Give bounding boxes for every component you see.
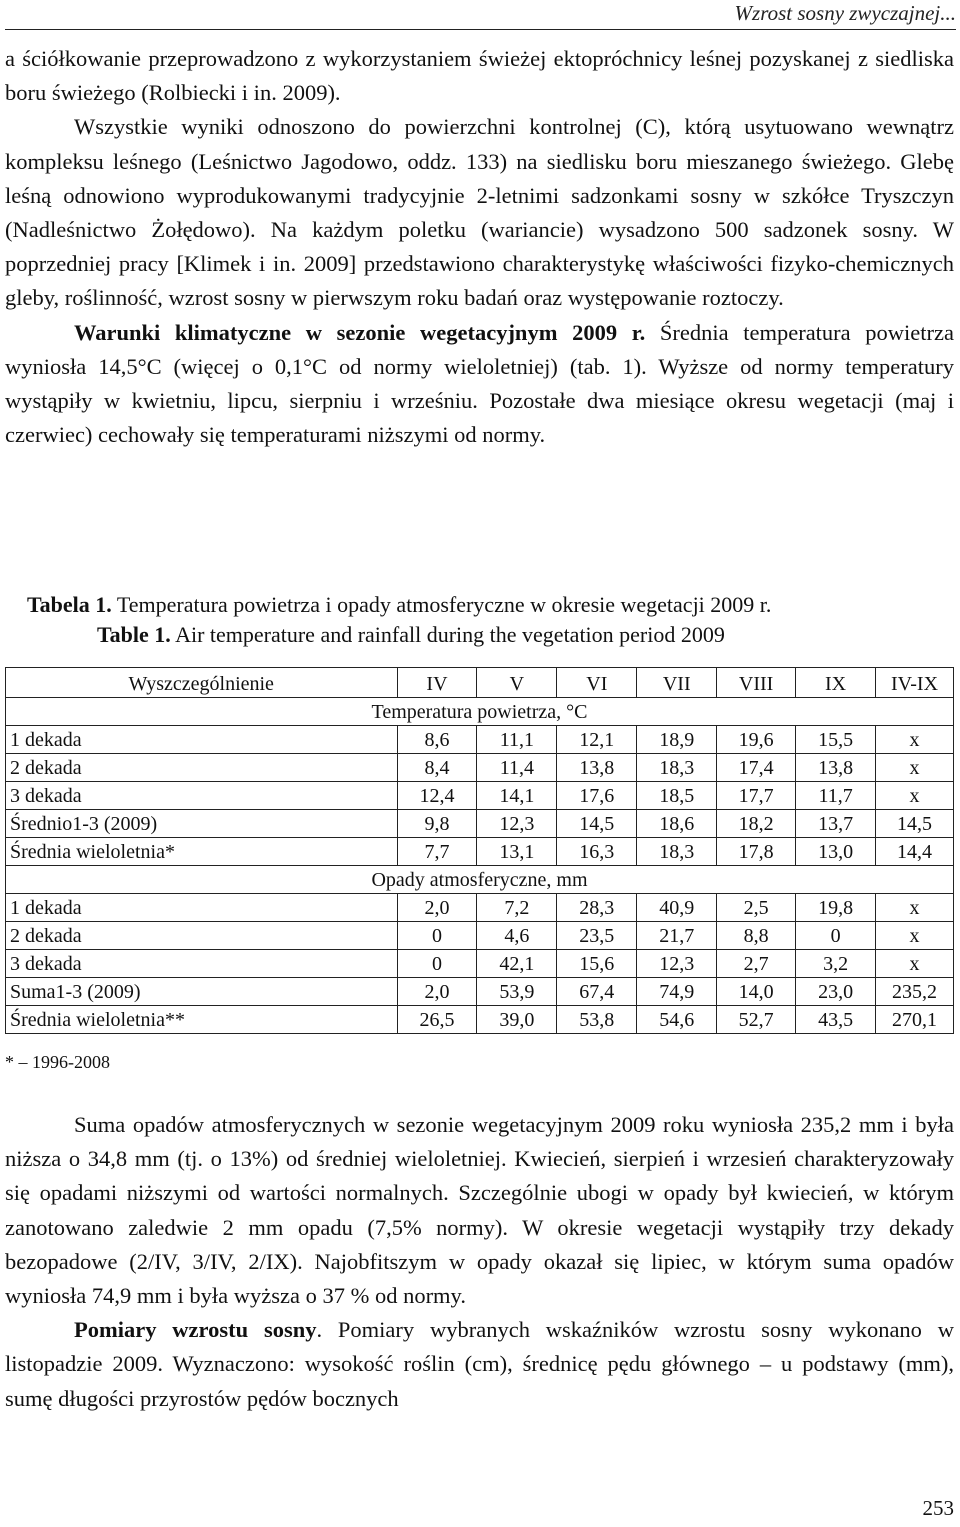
table-section-row xyxy=(6,698,954,726)
row-label: 2 dekada xyxy=(6,754,398,782)
table-cell: 2,7 xyxy=(717,950,796,978)
table-row xyxy=(6,754,954,782)
table-cell: 39,0 xyxy=(477,1006,557,1034)
table-cell: 12,1 xyxy=(557,726,637,754)
table-cell: 2,0 xyxy=(397,894,477,922)
table-cell: 74,9 xyxy=(637,978,717,1006)
table-cell: 43,5 xyxy=(796,1006,876,1034)
table-cell: 52,7 xyxy=(717,1006,796,1034)
row-label: 3 dekada xyxy=(6,950,398,978)
table-cell: 7,7 xyxy=(397,838,477,866)
table-cell: 0 xyxy=(796,922,876,950)
table-row xyxy=(6,950,954,978)
table-cell: 12,4 xyxy=(397,782,477,810)
table-cell: 270,1 xyxy=(876,1006,954,1034)
table-header-month: VII xyxy=(637,668,717,698)
table-cell: 19,8 xyxy=(796,894,876,922)
table-header-row xyxy=(6,668,954,698)
table-cell: 54,6 xyxy=(637,1006,717,1034)
table-cell: 21,7 xyxy=(637,922,717,950)
table-cell: 0 xyxy=(397,922,477,950)
running-head: Wzrost sosny zwyczajnej... xyxy=(734,1,956,25)
table-cell: 8,6 xyxy=(397,726,477,754)
table-header-month: VI xyxy=(557,668,637,698)
table-cell: 4,6 xyxy=(477,922,557,950)
table-cell: 17,4 xyxy=(717,754,796,782)
row-label: 1 dekada xyxy=(6,726,398,754)
table-cell: 11,1 xyxy=(477,726,557,754)
paragraph-continuation: a ściółkowanie przeprowadzono z wykorzystaniem świeżej ektopróchnicy leśnej pozyskanej z siedliska boru świeżego (Rolbiecki i in. 2009). xyxy=(5,46,954,106)
table-cell: 18,3 xyxy=(637,838,717,866)
table-row xyxy=(6,810,954,838)
caption-english xyxy=(0,620,960,650)
table-cell: 0 xyxy=(397,950,477,978)
table-cell: 17,6 xyxy=(557,782,637,810)
table-footnote: * – 1996-2008 xyxy=(5,1052,110,1072)
bottom-text-block xyxy=(5,1108,954,1416)
table-cell: 3,2 xyxy=(796,950,876,978)
page-number: 253 xyxy=(922,1496,954,1520)
table-cell: 15,6 xyxy=(557,950,637,978)
row-label: Średnia wieloletnia** xyxy=(6,1006,398,1034)
table-cell: 42,1 xyxy=(477,950,557,978)
table-cell: 18,2 xyxy=(717,810,796,838)
table-row xyxy=(6,978,954,1006)
table-cell: 12,3 xyxy=(637,950,717,978)
caption-polish-label: Tabela 1. xyxy=(27,592,112,617)
climate-table xyxy=(5,667,954,1034)
table-cell: 8,4 xyxy=(397,754,477,782)
table-cell: 2,5 xyxy=(717,894,796,922)
row-label: 2 dekada xyxy=(6,922,398,950)
table-cell: x xyxy=(876,782,954,810)
table-cell: 235,2 xyxy=(876,978,954,1006)
table-cell: 11,7 xyxy=(796,782,876,810)
table-cell: 14,5 xyxy=(557,810,637,838)
row-label: 1 dekada xyxy=(6,894,398,922)
table-cell: x xyxy=(876,922,954,950)
table-cell: 15,5 xyxy=(796,726,876,754)
table-row xyxy=(6,782,954,810)
header-rule xyxy=(5,29,956,30)
caption-polish-text: Temperatura powietrza i opady atmosferyczne w okresie wegetacji 2009 r. xyxy=(111,592,772,617)
table-cell: 17,8 xyxy=(717,838,796,866)
table-row xyxy=(6,838,954,866)
table-section-row xyxy=(6,866,954,894)
table-cell: x xyxy=(876,950,954,978)
table-header-month: IV-IX xyxy=(876,668,954,698)
section-temperature: Temperatura powietrza, °C xyxy=(6,698,954,726)
row-label: Średnia wieloletnia* xyxy=(6,838,398,866)
table-header-month: IV xyxy=(397,668,477,698)
caption-english-label: Table 1. xyxy=(97,622,171,647)
table-cell: 17,7 xyxy=(717,782,796,810)
table-header-month: VIII xyxy=(717,668,796,698)
table-cell: 16,3 xyxy=(557,838,637,866)
table-cell: 53,9 xyxy=(477,978,557,1006)
table-cell: 14,0 xyxy=(717,978,796,1006)
table-cell: x xyxy=(876,726,954,754)
table-cell: 53,8 xyxy=(557,1006,637,1034)
row-label: 3 dekada xyxy=(6,782,398,810)
table-cell: 14,4 xyxy=(876,838,954,866)
section-rainfall: Opady atmosferyczne, mm xyxy=(6,866,954,894)
row-label: Średnio1-3 (2009) xyxy=(6,810,398,838)
table-cell: 18,6 xyxy=(637,810,717,838)
table-caption xyxy=(0,590,960,650)
table-row xyxy=(6,894,954,922)
table-row xyxy=(6,726,954,754)
table-cell: 13,0 xyxy=(796,838,876,866)
table-cell: 18,5 xyxy=(637,782,717,810)
paragraph-growth-text: . Pomiary wybranych wskaźników wzrostu sosny wykonano w listopadzie 2009. Wyznaczono: wysokość roślin (cm), średnicę pędu głównego – u podstawy (mm), sumę długości przyrostów pędów bocznych xyxy=(5,1317,954,1411)
table-cell: 14,1 xyxy=(477,782,557,810)
table-cell: 67,4 xyxy=(557,978,637,1006)
caption-english-text: Air temperature and rainfall during the vegetation period 2009 xyxy=(170,622,725,647)
top-text-block xyxy=(5,42,954,452)
table-row xyxy=(6,922,954,950)
paragraph-rainfall: Suma opadów atmosferycznych w sezonie wegetacyjnym 2009 roku wyniosła 235,2 mm i była niższa o 34,8 mm (tj. o 13%) od średniej wieloletniej. Kwiecień, sierpień i wrzesień charakteryzowały się opadami niższymi od wartości normalnych. Szczególnie ubogi w opady był kwiecień, w którym zanotowano zaledwie 2 mm opadu (7,5% normy). W okresie wegetacji wystąpiły trzy dekady bezopadowe (2/IV, 3/IV, 2/IX). Najobfitszym w opady okazał się lipiec, w którym suma opadów wyniosła 74,9 mm i była wyższa o 37 % od normy. xyxy=(5,1112,954,1309)
section-heading-growth: Pomiary wzrostu sosny xyxy=(74,1317,317,1343)
table-cell: 13,1 xyxy=(477,838,557,866)
section-heading-climate: Warunki klimatyczne w sezonie wegetacyjnym 2009 r. xyxy=(74,319,646,345)
table-cell: x xyxy=(876,754,954,782)
table-header-month: V xyxy=(477,668,557,698)
table-cell: 18,3 xyxy=(637,754,717,782)
table-cell: 13,8 xyxy=(796,754,876,782)
table-cell: 23,0 xyxy=(796,978,876,1006)
caption-polish xyxy=(0,590,960,620)
table-cell: 11,4 xyxy=(477,754,557,782)
table-cell: 28,3 xyxy=(557,894,637,922)
table-cell: 18,9 xyxy=(637,726,717,754)
table-cell: 12,3 xyxy=(477,810,557,838)
table-cell: 13,7 xyxy=(796,810,876,838)
table-cell: 40,9 xyxy=(637,894,717,922)
table-cell: 19,6 xyxy=(717,726,796,754)
table-cell: 8,8 xyxy=(717,922,796,950)
table-cell: 13,8 xyxy=(557,754,637,782)
paragraph-growth xyxy=(5,1313,954,1416)
table-header-month: IX xyxy=(796,668,876,698)
table-cell: 23,5 xyxy=(557,922,637,950)
table-cell: 26,5 xyxy=(397,1006,477,1034)
table-cell: 14,5 xyxy=(876,810,954,838)
paragraph-climate xyxy=(5,316,954,453)
table-cell: 2,0 xyxy=(397,978,477,1006)
paragraph-climate-text: Średnia temperatura powietrza wyniosła 14,5°C (więcej o 0,1°C od normy wieloletniej) (tab. 1). Wyższe od normy temperatury wystąpiły w kwietniu, lipcu, sierpniu i wrześniu. Pozostałe dwa miesiące okresu wegetacji (maj i czerwiec) cechowały się temperaturami niższymi od normy. xyxy=(5,319,954,448)
row-label: Suma1-3 (2009) xyxy=(6,978,398,1006)
table-header-label: Wyszczególnienie xyxy=(6,668,398,698)
table-cell: x xyxy=(876,894,954,922)
table-cell: 9,8 xyxy=(397,810,477,838)
paragraph-control-plot: Wszystkie wyniki odnoszono do powierzchni kontrolnej (C), którą usytuowano wewnątrz kompleksu leśnego (Leśnictwo Jagodowo, oddz. 133) na siedlisku boru mieszanego świeżego. Glebę leśną odnowiono wyprodukowanymi tradycyjnie 2-letnimi sadzonkami sosny w szkółce Tryszczyn (Nadleśnictwo Żołędowo). Na każdym poletku (wariancie) wysadzono 500 sadzonek sosny. W poprzedniej pracy [Klimek i in. 2009] przedstawiono charakterystykę właściwości fizyko-chemicznych gleby, roślinność, wzrost sosny w pierwszym roku badań oraz występowanie roztoczy. xyxy=(5,114,954,311)
table-row xyxy=(6,1006,954,1034)
table-cell: 7,2 xyxy=(477,894,557,922)
